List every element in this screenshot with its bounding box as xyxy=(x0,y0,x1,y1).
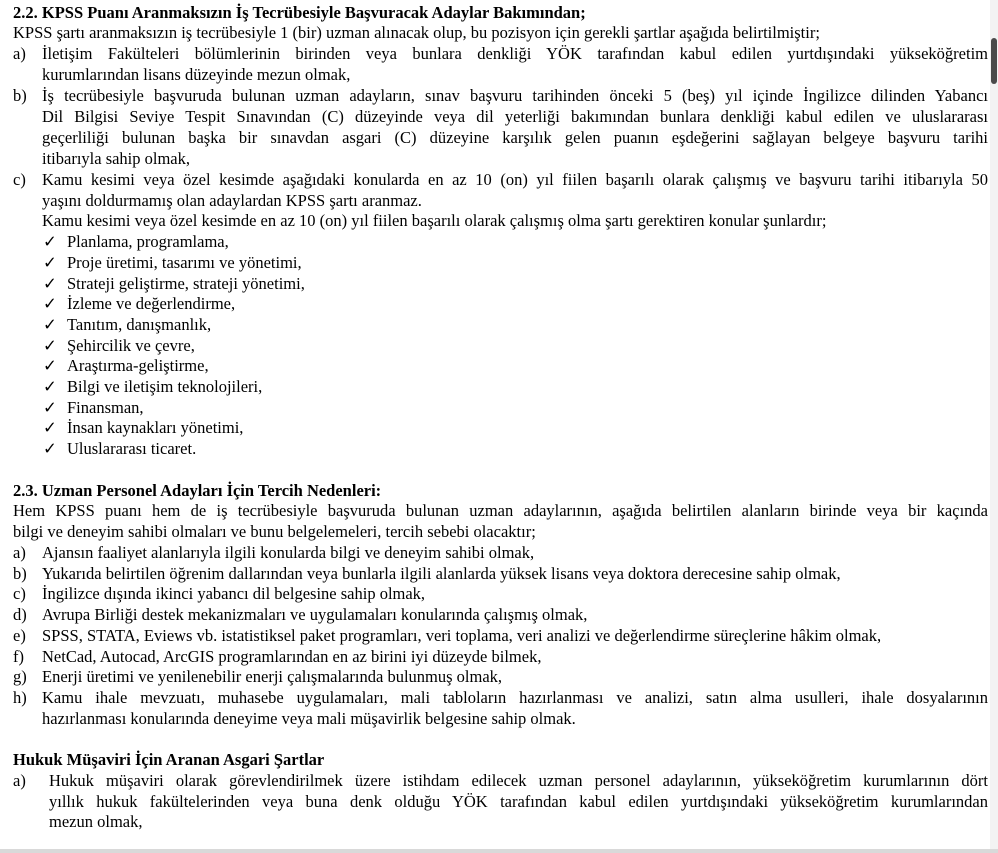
check-icon: ✓ xyxy=(43,439,57,458)
list-item: Ajansın faaliyet alanlarıyla ilgili konularda bilgi ve deneyim sahibi olmak, xyxy=(42,543,535,562)
check-icon: ✓ xyxy=(43,377,57,396)
check-icon: ✓ xyxy=(43,315,57,334)
bottom-edge xyxy=(0,849,998,853)
list-label: a) xyxy=(13,543,26,562)
hukuk-item-a-line-3: mezun olmak, xyxy=(49,812,143,831)
list-item: NetCad, Autocad, ArcGIS programlarından en az birini iyi düzeyde bilmek, xyxy=(42,647,542,666)
item-a-line-2: kurumlarından lisans düzeyinde mezun olmak, xyxy=(42,65,351,84)
check-icon: ✓ xyxy=(43,418,57,437)
list-label-a: a) xyxy=(13,44,26,63)
list-label-h: h) xyxy=(13,688,27,707)
item-b-line-4: itibarıyla sahip olmak, xyxy=(42,149,191,168)
checklist-item: Strateji geliştirme, strateji yönetimi, xyxy=(67,274,305,293)
section-2-2-title: 2.2. KPSS Puanı Aranmaksızın İş Tecrübesiyle Başvuracak Adaylar Bakımından; xyxy=(13,3,586,22)
checklist-item: İzleme ve değerlendirme, xyxy=(67,294,236,313)
checklist-item: Tanıtım, danışmanlık, xyxy=(67,315,212,334)
check-icon: ✓ xyxy=(43,253,57,272)
hukuk-item-a-line-2: yıllık hukuk fakültelerinden veya buna denk olduğu YÖK tarafından kabul edilen yurtdışındaki yükseköğretim kurumlarından xyxy=(49,792,988,811)
list-label: e) xyxy=(13,626,26,645)
checklist-item: Finansman, xyxy=(67,398,144,417)
item-b-line-3: geçerliliği bulunan başka bir sınavdan asgari (C) düzeyine karşılık gelen puanın eşdeğerini sağlayan belgeye başvuru tarihi xyxy=(42,128,988,147)
list-label: d) xyxy=(13,605,27,624)
item-b-line-2: Dil Bilgisi Seviye Tespit Sınavından (C) düzeyinde veya dil yeterliği bakımından bunlara denkliği kabul edilen ve uluslararası xyxy=(42,107,988,126)
check-icon: ✓ xyxy=(43,294,57,313)
item-c-line-3: Kamu kesimi veya özel kesimde en az 10 (on) yıl fiilen başarılı olarak çalışmış olma şartı gerektiren konular şunlardır; xyxy=(42,211,827,230)
checklist-item: Uluslararası ticaret. xyxy=(67,439,197,458)
check-icon: ✓ xyxy=(43,336,57,355)
checklist-item: İnsan kaynakları yönetimi, xyxy=(67,418,244,437)
scrollbar-thumb[interactable] xyxy=(991,38,997,84)
section-2-3-title: 2.3. Uzman Personel Adayları İçin Tercih Nedenleri: xyxy=(13,481,382,500)
list-item: Avrupa Birliği destek mekanizmaları ve uygulamaları konularında çalışmış olmak, xyxy=(42,605,588,624)
item-h-line-1: Kamu ihale mevzuatı, muhasebe uygulamaları, mali tabloların hazırlanması ve analizi, satın alma usulleri, ihale dosyalarının xyxy=(42,688,988,707)
item-c-line-2: yaşını doldurmamış olan adaylardan KPSS şartı aranmaz. xyxy=(42,191,422,210)
check-icon: ✓ xyxy=(43,274,57,293)
list-label: f) xyxy=(13,647,24,666)
list-item: İngilizce dışında ikinci yabancı dil belgesine sahip olmak, xyxy=(42,584,426,603)
item-a-line-1: İletişim Fakülteleri bölümlerinin birinden veya bunlara denkliği YÖK tarafından kabul edilen yurtdışındaki yükseköğretim xyxy=(42,44,988,63)
hukuk-section-title: Hukuk Müşaviri İçin Aranan Asgari Şartlar xyxy=(13,750,325,769)
section-2-2-intro: KPSS şartı aranmaksızın iş tecrübesiyle 1 (bir) uzman alınacak olup, bu pozisyon için gerekli şartlar aşağıda belirtilmiştir; xyxy=(13,23,820,42)
vertical-scrollbar[interactable] xyxy=(990,0,998,853)
item-b-line-1: İş tecrübesiyle başvuruda bulunan uzman adayların, sınav başvuru tarihinden önceki 5 (beş) yıl içinde İngilizce dilinden Yabancı xyxy=(42,86,988,105)
list-label: c) xyxy=(13,584,26,603)
item-h-line-2: hazırlanması konularında deneyime veya mali müşavirlik belgesine sahip olmak. xyxy=(42,709,576,728)
checklist-item: Planlama, programlama, xyxy=(67,232,229,251)
list-label: b) xyxy=(13,564,27,583)
hukuk-list-label-a: a) xyxy=(13,771,26,790)
check-icon: ✓ xyxy=(43,398,57,417)
checklist-item: Araştırma-geliştirme, xyxy=(67,356,209,375)
list-item: Enerji üretimi ve yenilenebilir enerji çalışmalarında bulunmuş olmak, xyxy=(42,667,503,686)
list-label-c: c) xyxy=(13,170,26,189)
check-icon: ✓ xyxy=(43,356,57,375)
hukuk-item-a-line-1: Hukuk müşaviri olarak görevlendirilmek üzere istihdam edilecek uzman personel adaylarının, yükseköğretim kurumlarının dört xyxy=(49,771,988,790)
checklist-item: Bilgi ve iletişim teknolojileri, xyxy=(67,377,263,396)
checklist-item: Şehircilik ve çevre, xyxy=(67,336,195,355)
list-label: g) xyxy=(13,667,27,686)
section-2-3-intro-line-2: bilgi ve deneyim sahibi olmaları ve bunu belgelemeleri, tercih sebebi olacaktır; xyxy=(13,522,536,541)
list-item: SPSS, STATA, Eviews vb. istatistiksel paket programları, veri toplama, veri analizi ve değerlendirme süreçlerine hâkim olmak, xyxy=(42,626,882,645)
check-icon: ✓ xyxy=(43,232,57,251)
checklist-item: Proje üretimi, tasarımı ve yönetimi, xyxy=(67,253,302,272)
item-c-line-1: Kamu kesimi veya özel kesimde aşağıdaki konularda en az 10 (on) yıl fiilen başarılı olarak çalışmış ve başvuru tarihi itibarıyla 50 xyxy=(42,170,988,189)
list-label-b: b) xyxy=(13,86,27,105)
section-2-3-intro-line-1: Hem KPSS puanı hem de iş tecrübesiyle başvuruda bulunan uzman adaylarının, aşağıda belirtilen alanların birinde veya bir kaçında xyxy=(13,501,988,520)
list-item: Yukarıda belirtilen öğrenim dallarından veya bunlarla ilgili alanlarda yüksek lisans veya doktora derecesine sahip olmak, xyxy=(42,564,841,583)
